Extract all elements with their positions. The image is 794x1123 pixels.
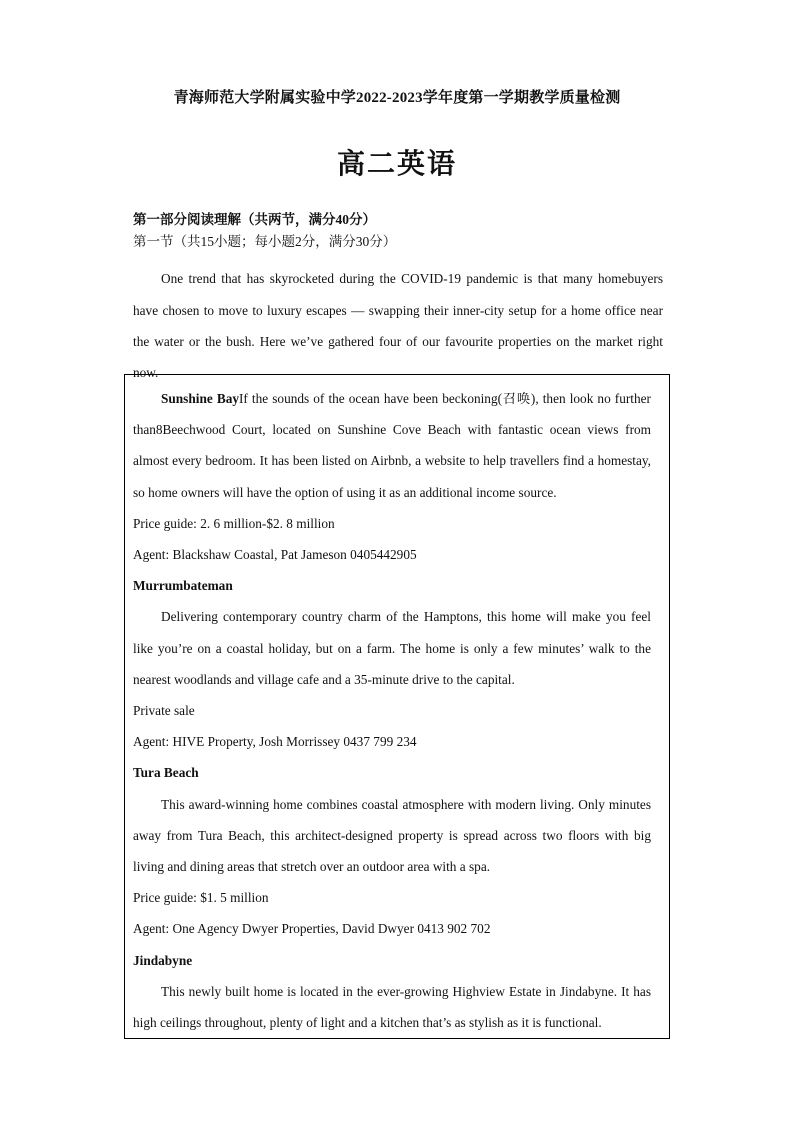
listings-box [124,374,670,1039]
section-heading: 第一节（共15小题；每小题2分，满分30分） [133,234,397,249]
listing-name: Sunshine Bay [161,391,239,406]
listing-description: Delivering contemporary country charm of the Hamptons, this home will make you feel like you’re on a coastal holiday, but on a farm. The home is only a few minutes’ walk to the nearest woodlands and village cafe and a 35-minute drive to the capital. [133,609,651,687]
listing-sunshine-bay [133,383,651,508]
listing-price: Price guide: $1. 5 million [133,890,269,906]
listing-agent: Agent: Blackshaw Coastal, Pat Jameson 0405442905 [133,547,417,563]
listing-name: Murrumbateman [133,578,233,594]
listing-description: This award-winning home combines coastal atmosphere with modern living. Only minutes away from Tura Beach, this architect-designed property is spread across two floors with big living and dining areas that stretch over an outdoor area with a spa. [133,796,651,875]
intro-paragraph: One trend that has skyrocketed during the COVID-19 pandemic is that many homebuyers have chosen to move to luxury escapes — swapping their inner-city setup for a home office near the water or the bush. Here we’ve gathered four of our favourite properties on the market right now. [133,271,663,380]
subject-title: 高二英语 [336,149,457,180]
school-title: 青海师范大学附属实验中学2022-2023学年度第一学期教学质量检测 [173,90,621,106]
listing-description: This newly built home is located in the ever-growing Highview Estate in Jindabyne. It has high ceilings throughout, plenty of light and a kitchen that’s as stylish as it is functional. [133,983,651,1031]
listing-agent: Agent: HIVE Property, Josh Morrissey 0437 799 234 [133,734,417,750]
listing-name: Jindabyne [133,952,193,968]
listings-content [133,383,651,1038]
listing-name: Tura Beach [133,765,199,781]
listing-agent: Agent: One Agency Dwyer Properties, David Dwyer 0413 902 702 [133,921,491,937]
listing-price: Price guide: 2. 6 million-$2. 8 million [133,515,335,531]
listing-description: If the sounds of the ocean have been beckoning(召唤), then look no further than8Beechwood Court, located on Sunshine Cove Beach with fantastic ocean views from almost every bedroom. It has been listed on Airbnb, a website to help travellers find a homestay, so home owners will have the option of using it as an additional income source. [133,391,651,500]
listing-price: Private sale [133,703,195,719]
part-heading: 第一部分阅读理解（共两节，满分40分） [133,212,376,227]
